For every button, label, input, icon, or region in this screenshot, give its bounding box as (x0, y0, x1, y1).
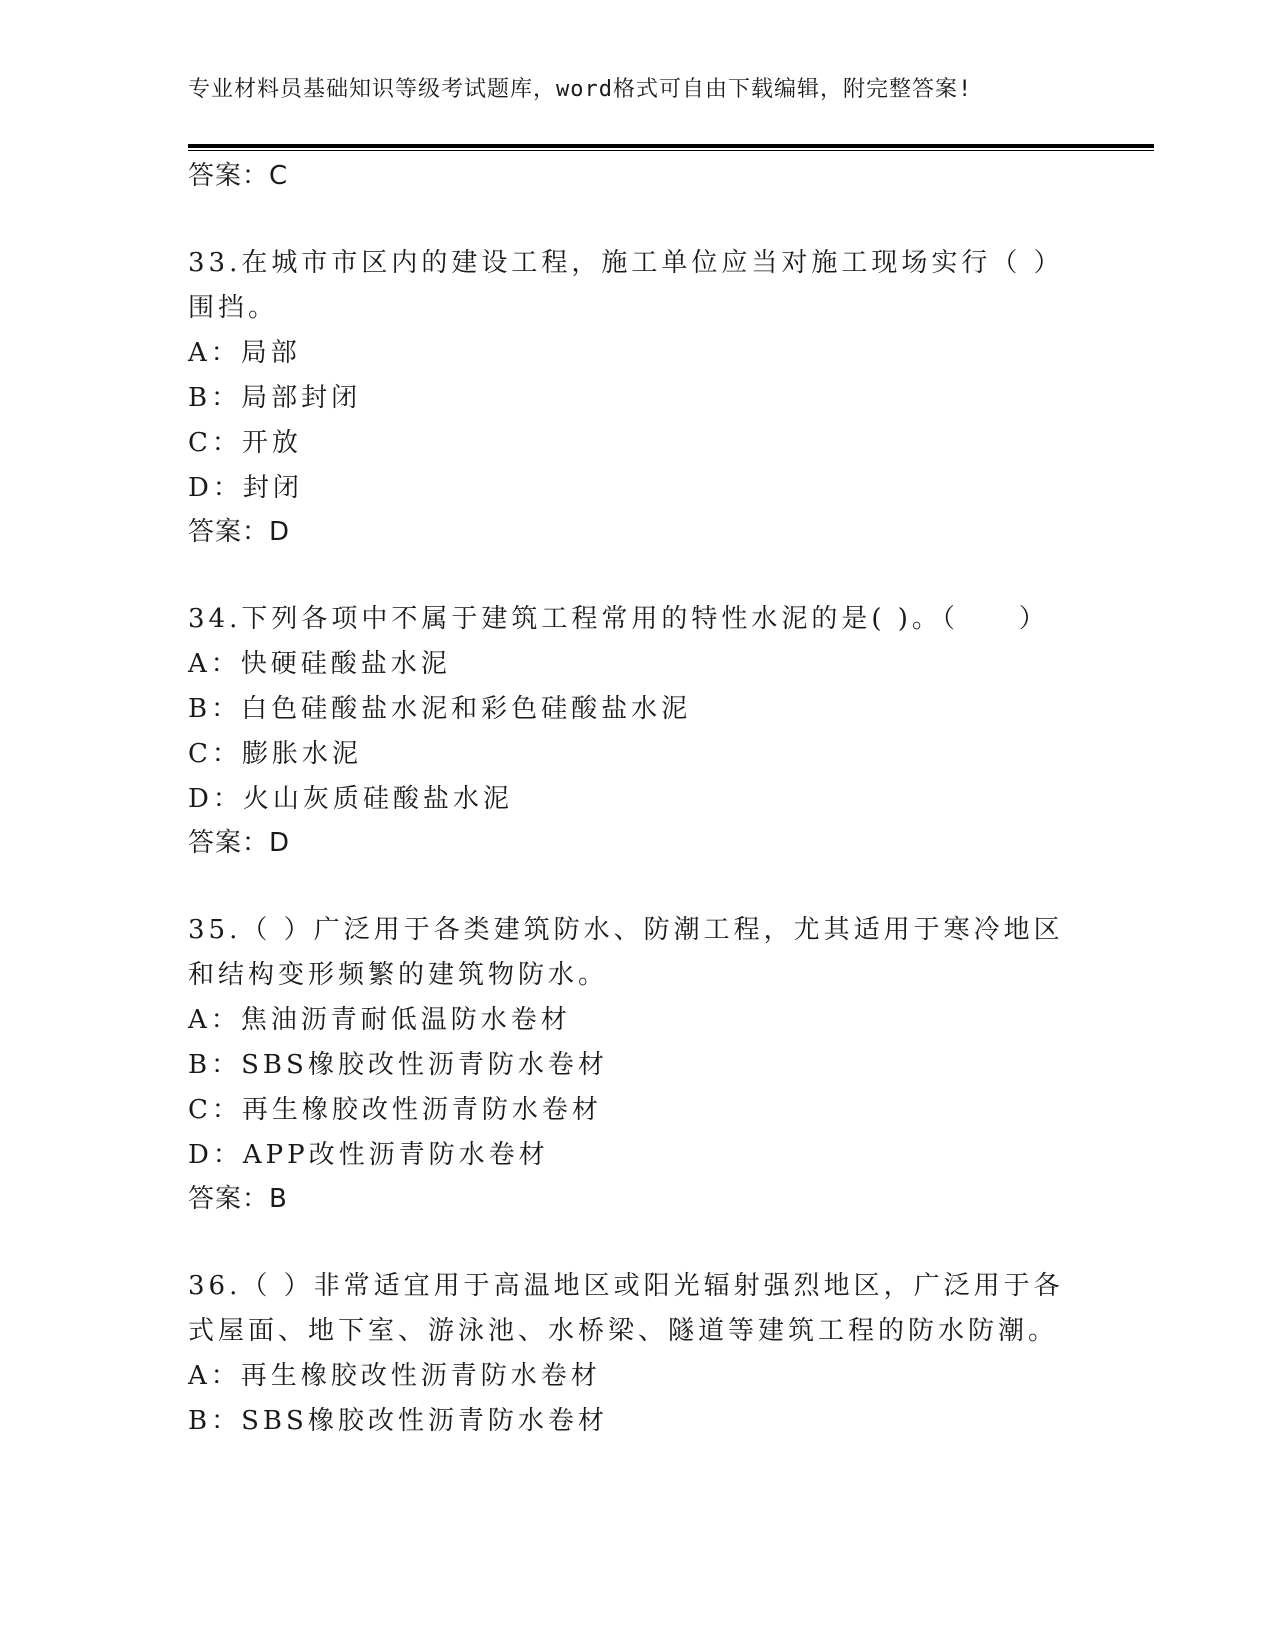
header-rule-thick (188, 144, 1154, 148)
question-content (188, 155, 1068, 1444)
question-block (188, 241, 1068, 553)
option-a: A：焦油沥青耐低温防水卷材 (188, 1005, 571, 1035)
option-a: A：再生橡胶改性沥青防水卷材 (188, 1361, 601, 1391)
question-block (188, 1264, 1068, 1444)
option-b: B：SBS橡胶改性沥青防水卷材 (188, 1406, 608, 1436)
option-b: B：局部封闭 (188, 383, 362, 413)
question-text: 34.下列各项中不属于建筑工程常用的特性水泥的是( )。（ ） (188, 604, 1049, 634)
question-text: 36.（ ）非常适宜用于高温地区或阳光辐射强烈地区，广泛用于各式屋面、地下室、游泳池、水桥梁、隧道等建筑工程的防水防潮。 (188, 1271, 1064, 1346)
answer-line: 答案：D (188, 517, 291, 547)
option-b: B：白色硅酸盐水泥和彩色硅酸盐水泥 (188, 694, 692, 724)
option-d: D：火山灰质硅酸盐水泥 (188, 784, 513, 814)
option-c: C：再生橡胶改性沥青防水卷材 (188, 1095, 602, 1125)
answer-line: 答案：D (188, 828, 291, 858)
question-text: 35.（ ）广泛用于各类建筑防水、防潮工程，尤其适用于寒冷地区和结构变形频繁的建筑物防水。 (188, 915, 1064, 990)
option-d: D：APP改性沥青防水卷材 (188, 1140, 549, 1170)
option-c: C：开放 (188, 428, 302, 458)
option-a: A：快硬硅酸盐水泥 (188, 649, 451, 679)
question-block (188, 908, 1068, 1220)
option-d: D：封闭 (188, 473, 303, 503)
page-header: 专业材料员基础知识等级考试题库，word格式可自由下载编辑，附完整答案! (188, 77, 973, 102)
answer-line: 答案：C (188, 161, 289, 191)
question-block (188, 597, 1068, 864)
option-a: A：局部 (188, 338, 301, 368)
question-text: 33.在城市市区内的建设工程，施工单位应当对施工现场实行（ ）围挡。 (188, 248, 1064, 323)
answer-line: 答案：B (188, 1184, 288, 1214)
header-rule-thin (188, 150, 1154, 151)
option-b: B：SBS橡胶改性沥青防水卷材 (188, 1050, 608, 1080)
option-c: C：膨胀水泥 (188, 739, 362, 769)
